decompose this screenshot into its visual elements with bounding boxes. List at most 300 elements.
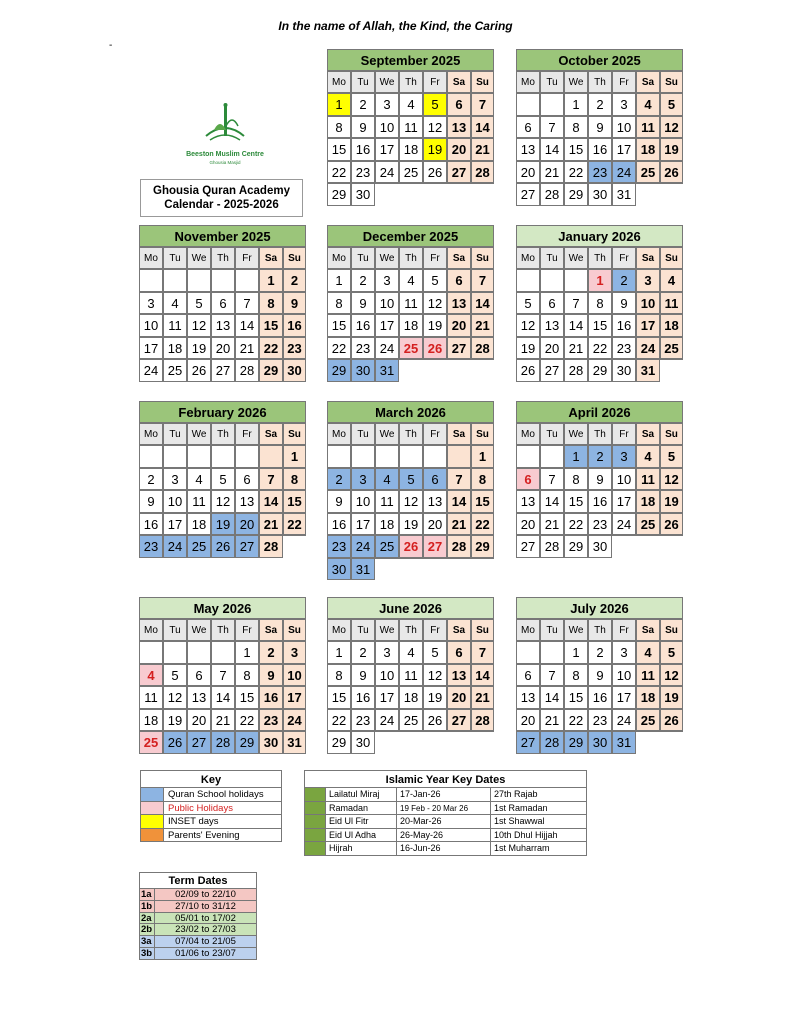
weekday-header: Th — [399, 247, 423, 269]
day-cell: 9 — [588, 664, 612, 687]
day-cell: 5 — [423, 269, 447, 292]
weekday-header: Su — [283, 423, 306, 445]
day-cell: 2 — [351, 269, 375, 292]
day-cell: 9 — [351, 292, 375, 315]
day-cell: 13 — [211, 314, 235, 337]
day-cell: 6 — [447, 93, 471, 116]
day-cell: 4 — [636, 641, 660, 664]
day-cell: 11 — [636, 468, 660, 491]
day-cell: 3 — [375, 641, 399, 664]
islamic-event-note: 10th Dhul Hijjah — [491, 829, 587, 843]
day-cell: 7 — [540, 664, 564, 687]
day-cell: 28 — [471, 161, 494, 184]
islamic-event-note: 27th Rajab — [491, 788, 587, 802]
day-cell: 26 — [211, 535, 235, 558]
day-cell: 8 — [327, 292, 351, 315]
empty-day-cell — [447, 558, 471, 581]
day-cell: 21 — [211, 709, 235, 732]
day-cell: 13 — [516, 490, 540, 513]
day-cell: 8 — [327, 116, 351, 139]
day-cell: 29 — [327, 183, 351, 206]
weekday-header: Fr — [423, 619, 447, 641]
day-cell: 16 — [588, 138, 612, 161]
weekday-header: Th — [588, 247, 612, 269]
stray-dash: - — [109, 40, 113, 51]
day-cell: 13 — [447, 664, 471, 687]
islamic-event-name: Eid Ul Fitr — [326, 815, 397, 829]
day-cell: 20 — [516, 161, 540, 184]
day-cell: 20 — [187, 709, 211, 732]
term-range: 02/09 to 22/10 — [155, 889, 257, 901]
month-title: May 2026 — [139, 597, 306, 619]
empty-day-cell — [636, 731, 660, 754]
day-cell: 6 — [516, 468, 540, 491]
empty-day-cell — [187, 445, 211, 468]
day-cell: 15 — [283, 490, 306, 513]
day-cell: 17 — [375, 314, 399, 337]
day-cell: 28 — [259, 535, 283, 558]
day-cell: 31 — [612, 183, 636, 206]
day-cell: 5 — [163, 664, 187, 687]
empty-day-cell — [163, 445, 187, 468]
day-cell: 20 — [423, 513, 447, 536]
day-cell: 21 — [471, 314, 494, 337]
day-cell: 26 — [399, 535, 423, 558]
islamic-marker — [304, 788, 326, 802]
key-row — [140, 829, 282, 843]
weekday-header: Mo — [516, 71, 540, 93]
day-cell: 27 — [423, 535, 447, 558]
term-row — [139, 913, 257, 925]
empty-day-cell — [660, 731, 683, 754]
weekday-header: Sa — [636, 423, 660, 445]
day-cell: 20 — [447, 138, 471, 161]
day-cell: 19 — [516, 337, 540, 360]
empty-day-cell — [564, 269, 588, 292]
day-cell: 10 — [375, 116, 399, 139]
day-cell: 28 — [447, 535, 471, 558]
day-cell: 4 — [399, 641, 423, 664]
islamic-event-name: Hijrah — [326, 842, 397, 856]
empty-day-cell — [423, 558, 447, 581]
weekday-header: Sa — [259, 247, 283, 269]
day-cell: 4 — [375, 468, 399, 491]
day-cell: 24 — [139, 359, 163, 382]
empty-day-cell — [636, 183, 660, 206]
islamic-row — [304, 815, 587, 829]
weekday-header: We — [564, 247, 588, 269]
day-cell: 21 — [259, 513, 283, 536]
term-dates-table — [139, 872, 257, 960]
weekday-header: Su — [283, 619, 306, 641]
weekday-header: Fr — [235, 247, 259, 269]
day-cell: 21 — [447, 513, 471, 536]
day-cell: 25 — [375, 535, 399, 558]
day-cell: 24 — [612, 161, 636, 184]
key-color-swatch — [141, 788, 164, 801]
day-cell: 5 — [660, 445, 683, 468]
term-range: 01/06 to 23/07 — [155, 948, 257, 960]
day-cell: 14 — [259, 490, 283, 513]
day-cell: 16 — [283, 314, 306, 337]
day-cell: 29 — [235, 731, 259, 754]
weekday-header: We — [375, 71, 399, 93]
day-cell: 13 — [235, 490, 259, 513]
day-cell: 25 — [636, 513, 660, 536]
day-cell: 23 — [259, 709, 283, 732]
day-cell: 17 — [375, 686, 399, 709]
islamic-event-date: 17-Jan-26 — [397, 788, 491, 802]
weekday-header: Tu — [540, 423, 564, 445]
empty-day-cell — [327, 445, 351, 468]
day-cell: 3 — [283, 641, 306, 664]
day-cell: 11 — [399, 292, 423, 315]
day-cell: 11 — [399, 664, 423, 687]
day-cell: 5 — [187, 292, 211, 315]
key-row — [140, 802, 282, 816]
islamic-event-note: 1st Muharram — [491, 842, 587, 856]
empty-day-cell — [516, 445, 540, 468]
day-cell: 22 — [327, 161, 351, 184]
weekday-header: Th — [588, 71, 612, 93]
weekday-header: Sa — [636, 71, 660, 93]
day-cell: 16 — [327, 513, 351, 536]
weekday-header: Sa — [447, 71, 471, 93]
day-cell: 26 — [660, 709, 683, 732]
empty-day-cell — [187, 269, 211, 292]
day-cell: 23 — [283, 337, 306, 360]
day-cell: 3 — [351, 468, 375, 491]
empty-day-cell — [211, 445, 235, 468]
day-cell: 8 — [564, 116, 588, 139]
empty-day-cell — [351, 445, 375, 468]
weekday-header: Sa — [259, 619, 283, 641]
empty-day-cell — [375, 558, 399, 581]
day-cell: 22 — [283, 513, 306, 536]
mosque-logo-icon — [180, 100, 270, 152]
day-cell: 17 — [636, 314, 660, 337]
day-cell: 23 — [588, 161, 612, 184]
day-cell: 3 — [612, 93, 636, 116]
empty-day-cell — [211, 269, 235, 292]
day-cell: 6 — [516, 116, 540, 139]
weekday-header: We — [375, 247, 399, 269]
day-cell: 3 — [375, 93, 399, 116]
islamic-row — [304, 788, 587, 802]
day-cell: 19 — [660, 490, 683, 513]
day-cell: 6 — [447, 269, 471, 292]
day-cell: 25 — [636, 709, 660, 732]
day-cell: 15 — [327, 686, 351, 709]
term-code: 3b — [139, 948, 155, 960]
day-cell: 8 — [471, 468, 494, 491]
weekday-header: Tu — [540, 619, 564, 641]
day-cell: 14 — [471, 292, 494, 315]
day-cell: 8 — [564, 664, 588, 687]
weekday-header: We — [564, 423, 588, 445]
key-table — [140, 770, 282, 842]
day-cell: 14 — [471, 116, 494, 139]
day-cell: 7 — [471, 269, 494, 292]
empty-day-cell — [399, 183, 423, 206]
day-cell: 7 — [447, 468, 471, 491]
day-cell: 30 — [612, 359, 636, 382]
empty-day-cell — [540, 269, 564, 292]
day-cell: 19 — [187, 337, 211, 360]
weekday-header: Tu — [351, 423, 375, 445]
day-cell: 22 — [471, 513, 494, 536]
day-cell: 23 — [588, 709, 612, 732]
islamic-event-name: Eid Ul Adha — [326, 829, 397, 843]
day-cell: 1 — [471, 445, 494, 468]
day-cell: 2 — [351, 641, 375, 664]
day-cell: 2 — [588, 641, 612, 664]
islamic-event-name: Lailatul Miraj — [326, 788, 397, 802]
day-cell: 28 — [540, 183, 564, 206]
weekday-header: Fr — [612, 423, 636, 445]
empty-day-cell — [447, 183, 471, 206]
day-cell: 27 — [447, 161, 471, 184]
logo-name: Beeston Muslim Centre — [186, 151, 264, 158]
empty-day-cell — [471, 183, 494, 206]
day-cell: 3 — [612, 445, 636, 468]
weekday-header: Su — [660, 71, 683, 93]
islamic-row — [304, 802, 587, 816]
weekday-header: Th — [399, 423, 423, 445]
day-cell: 12 — [660, 116, 683, 139]
day-cell: 24 — [636, 337, 660, 360]
weekday-header: Mo — [327, 247, 351, 269]
day-cell: 18 — [636, 490, 660, 513]
day-cell: 27 — [540, 359, 564, 382]
day-cell: 21 — [540, 513, 564, 536]
term-dates-title: Term Dates — [139, 872, 257, 889]
day-cell: 8 — [259, 292, 283, 315]
weekday-header: Mo — [139, 247, 163, 269]
key-color-swatch — [141, 815, 164, 828]
weekday-header: Mo — [139, 423, 163, 445]
term-range: 05/01 to 17/02 — [155, 913, 257, 925]
day-cell: 10 — [283, 664, 306, 687]
day-cell: 30 — [588, 183, 612, 206]
day-cell: 27 — [235, 535, 259, 558]
weekday-header: Mo — [327, 423, 351, 445]
day-cell: 14 — [235, 314, 259, 337]
day-cell: 2 — [283, 269, 306, 292]
islamic-event-date: 20-Mar-26 — [397, 815, 491, 829]
day-cell: 13 — [423, 490, 447, 513]
empty-day-cell — [139, 445, 163, 468]
day-cell: 27 — [516, 183, 540, 206]
day-cell: 11 — [636, 664, 660, 687]
day-cell: 20 — [235, 513, 259, 536]
day-cell: 24 — [375, 709, 399, 732]
day-cell: 23 — [351, 337, 375, 360]
weekday-header: Su — [660, 247, 683, 269]
islamic-marker — [304, 829, 326, 843]
day-cell: 12 — [399, 490, 423, 513]
day-cell: 19 — [163, 709, 187, 732]
day-cell: 2 — [588, 445, 612, 468]
weekday-header: Th — [211, 247, 235, 269]
weekday-header: Th — [399, 71, 423, 93]
day-cell: 29 — [471, 535, 494, 558]
weekday-header: Sa — [447, 423, 471, 445]
day-cell: 12 — [163, 686, 187, 709]
day-cell: 9 — [283, 292, 306, 315]
day-cell: 14 — [447, 490, 471, 513]
weekday-header: Th — [588, 619, 612, 641]
day-cell: 18 — [636, 138, 660, 161]
logo-subtitle: Ghousia Masjid — [209, 160, 241, 165]
day-cell: 5 — [211, 468, 235, 491]
day-cell: 3 — [163, 468, 187, 491]
day-cell: 19 — [423, 138, 447, 161]
day-cell: 11 — [163, 314, 187, 337]
day-cell: 23 — [351, 709, 375, 732]
empty-day-cell — [399, 731, 423, 754]
day-cell: 13 — [540, 314, 564, 337]
day-cell: 5 — [423, 641, 447, 664]
weekday-header: Th — [588, 423, 612, 445]
day-cell: 4 — [163, 292, 187, 315]
day-cell: 13 — [516, 138, 540, 161]
day-cell: 16 — [351, 314, 375, 337]
day-cell: 20 — [540, 337, 564, 360]
day-cell: 1 — [588, 269, 612, 292]
day-cell: 12 — [660, 468, 683, 491]
day-cell: 31 — [375, 359, 399, 382]
day-cell: 7 — [471, 641, 494, 664]
day-cell: 19 — [423, 686, 447, 709]
day-cell: 19 — [399, 513, 423, 536]
day-cell: 30 — [283, 359, 306, 382]
day-cell: 27 — [447, 709, 471, 732]
day-cell: 5 — [660, 641, 683, 664]
day-cell: 30 — [327, 558, 351, 581]
day-cell: 30 — [351, 183, 375, 206]
weekday-header: Tu — [540, 247, 564, 269]
islamic-dates-title: Islamic Year Key Dates — [304, 770, 587, 788]
weekday-header: We — [187, 619, 211, 641]
day-cell: 17 — [612, 138, 636, 161]
day-cell: 18 — [399, 314, 423, 337]
day-cell: 29 — [564, 731, 588, 754]
day-cell: 30 — [351, 359, 375, 382]
islamic-event-date: 19 Feb - 20 Mar 26 — [397, 802, 491, 816]
day-cell: 10 — [375, 664, 399, 687]
day-cell: 1 — [283, 445, 306, 468]
empty-day-cell — [660, 359, 683, 382]
day-cell: 13 — [447, 292, 471, 315]
day-cell: 12 — [211, 490, 235, 513]
day-cell: 14 — [471, 664, 494, 687]
weekday-header: Su — [471, 619, 494, 641]
islamic-event-date: 16-Jun-26 — [397, 842, 491, 856]
empty-day-cell — [516, 641, 540, 664]
empty-day-cell — [163, 641, 187, 664]
term-row — [139, 936, 257, 948]
empty-day-cell — [612, 535, 636, 558]
day-cell: 3 — [612, 641, 636, 664]
day-cell: 8 — [283, 468, 306, 491]
day-cell: 12 — [187, 314, 211, 337]
day-cell: 29 — [588, 359, 612, 382]
day-cell: 4 — [139, 664, 163, 687]
day-cell: 27 — [516, 731, 540, 754]
empty-day-cell — [187, 641, 211, 664]
day-cell: 10 — [139, 314, 163, 337]
day-cell: 26 — [423, 709, 447, 732]
day-cell: 13 — [187, 686, 211, 709]
day-cell: 26 — [187, 359, 211, 382]
day-cell: 24 — [375, 337, 399, 360]
day-cell: 10 — [612, 664, 636, 687]
day-cell: 6 — [235, 468, 259, 491]
day-cell: 16 — [588, 686, 612, 709]
day-cell: 5 — [399, 468, 423, 491]
day-cell: 26 — [163, 731, 187, 754]
day-cell: 8 — [235, 664, 259, 687]
day-cell: 21 — [471, 138, 494, 161]
day-cell: 5 — [423, 93, 447, 116]
day-cell: 12 — [660, 664, 683, 687]
day-cell: 25 — [187, 535, 211, 558]
day-cell: 26 — [660, 513, 683, 536]
day-cell: 24 — [612, 513, 636, 536]
term-code: 1b — [139, 901, 155, 913]
day-cell: 11 — [636, 116, 660, 139]
day-cell: 27 — [447, 337, 471, 360]
weekday-header: Fr — [423, 71, 447, 93]
day-cell: 28 — [540, 535, 564, 558]
islamic-event-note: 1st Ramadan — [491, 802, 587, 816]
day-cell: 18 — [163, 337, 187, 360]
day-cell: 1 — [235, 641, 259, 664]
day-cell: 2 — [327, 468, 351, 491]
day-cell: 21 — [564, 337, 588, 360]
weekday-header: Th — [399, 619, 423, 641]
day-cell: 27 — [187, 731, 211, 754]
month-title: March 2026 — [327, 401, 494, 423]
day-cell: 3 — [139, 292, 163, 315]
weekday-header: Mo — [516, 619, 540, 641]
weekday-header: Sa — [447, 247, 471, 269]
day-cell: 17 — [375, 138, 399, 161]
day-cell: 7 — [471, 93, 494, 116]
weekday-header: Sa — [636, 247, 660, 269]
empty-day-cell — [540, 641, 564, 664]
empty-day-cell — [399, 445, 423, 468]
day-cell: 1 — [327, 269, 351, 292]
day-cell: 3 — [636, 269, 660, 292]
day-cell: 26 — [516, 359, 540, 382]
day-cell: 21 — [471, 686, 494, 709]
weekday-header: Th — [211, 619, 235, 641]
weekday-header: Su — [471, 247, 494, 269]
day-cell: 4 — [187, 468, 211, 491]
day-cell: 16 — [139, 513, 163, 536]
day-cell: 2 — [139, 468, 163, 491]
day-cell: 15 — [564, 686, 588, 709]
weekday-header: Tu — [163, 247, 187, 269]
day-cell: 27 — [211, 359, 235, 382]
empty-day-cell — [283, 535, 306, 558]
term-row — [139, 948, 257, 960]
islamic-event-date: 26-May-26 — [397, 829, 491, 843]
day-cell: 2 — [259, 641, 283, 664]
day-cell: 23 — [139, 535, 163, 558]
